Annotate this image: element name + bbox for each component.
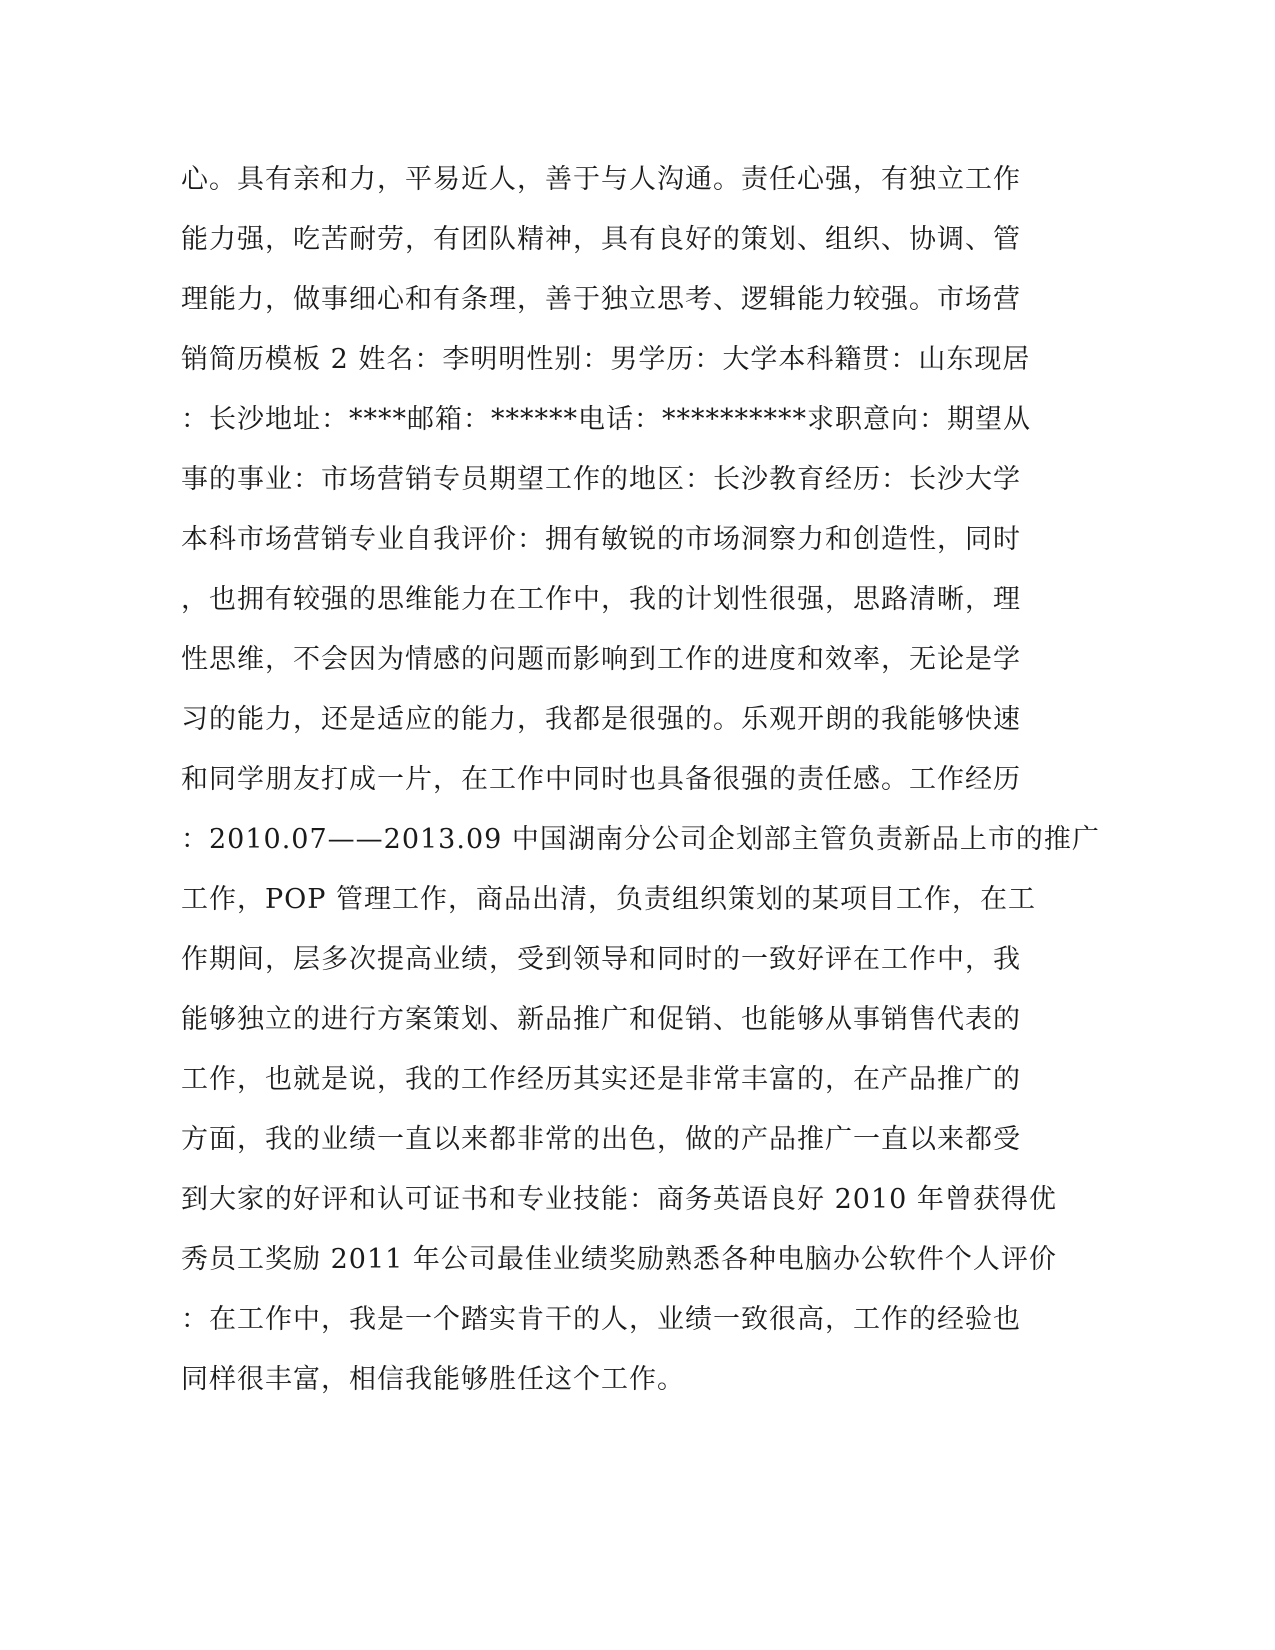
body-text (181, 158, 1100, 1418)
text-line: 工作，POP 管理工作，商品出清，负责组织策划的某项目工作，在工 (181, 884, 1037, 915)
text-line: 本科市场营销专业自我评价：拥有敏锐的市场洞察力和创造性，同时 (181, 524, 1021, 555)
text-line: 到大家的好评和认可证书和专业技能：商务英语良好 2010 年曾获得优 (181, 1184, 1057, 1215)
text-line: 作期间，层多次提高业绩，受到领导和同时的一致好评在工作中，我 (181, 944, 1021, 975)
text-line: 性思维，不会因为情感的问题而影响到工作的进度和效率，无论是学 (181, 644, 1021, 675)
text-line: 能够独立的进行方案策划、新品推广和促销、也能够从事销售代表的 (181, 1004, 1021, 1035)
text-line: 方面，我的业绩一直以来都非常的出色，做的产品推广一直以来都受 (181, 1124, 1021, 1155)
text-line: 习的能力，还是适应的能力，我都是很强的。乐观开朗的我能够快速 (181, 704, 1021, 735)
text-line: ：在工作中，我是一个踏实肯干的人，业绩一致很高，工作的经验也 (181, 1304, 1021, 1335)
text-line: 事的事业：市场营销专员期望工作的地区：长沙教育经历：长沙大学 (181, 464, 1021, 495)
text-line: 销简历模板 2 姓名：李明明性别：男学历：大学本科籍贯：山东现居 (181, 344, 1031, 375)
text-line: 同样很丰富，相信我能够胜任这个工作。 (181, 1364, 685, 1395)
text-line: ：长沙地址：****邮箱：******电话：**********求职意向：期望从 (181, 404, 1031, 435)
text-line: 心。具有亲和力，平易近人，善于与人沟通。责任心强，有独立工作 (181, 164, 1021, 195)
text-line: 秀员工奖励 2011 年公司最佳业绩奖励熟悉各种电脑办公软件个人评价 (181, 1244, 1057, 1275)
text-line: 能力强，吃苦耐劳，有团队精神，具有良好的策划、组织、协调、管 (181, 224, 1021, 255)
text-line: ：2010.07——2013.09 中国湖南分公司企划部主管负责新品上市的推广 (181, 824, 1100, 855)
text-line: 工作，也就是说，我的工作经历其实还是非常丰富的，在产品推广的 (181, 1064, 1021, 1095)
text-line: ，也拥有较强的思维能力在工作中，我的计划性很强，思路清晰，理 (181, 584, 1021, 615)
text-line: 理能力，做事细心和有条理，善于独立思考、逻辑能力较强。市场营 (181, 284, 1021, 315)
text-line: 和同学朋友打成一片，在工作中同时也具备很强的责任感。工作经历 (181, 764, 1021, 795)
